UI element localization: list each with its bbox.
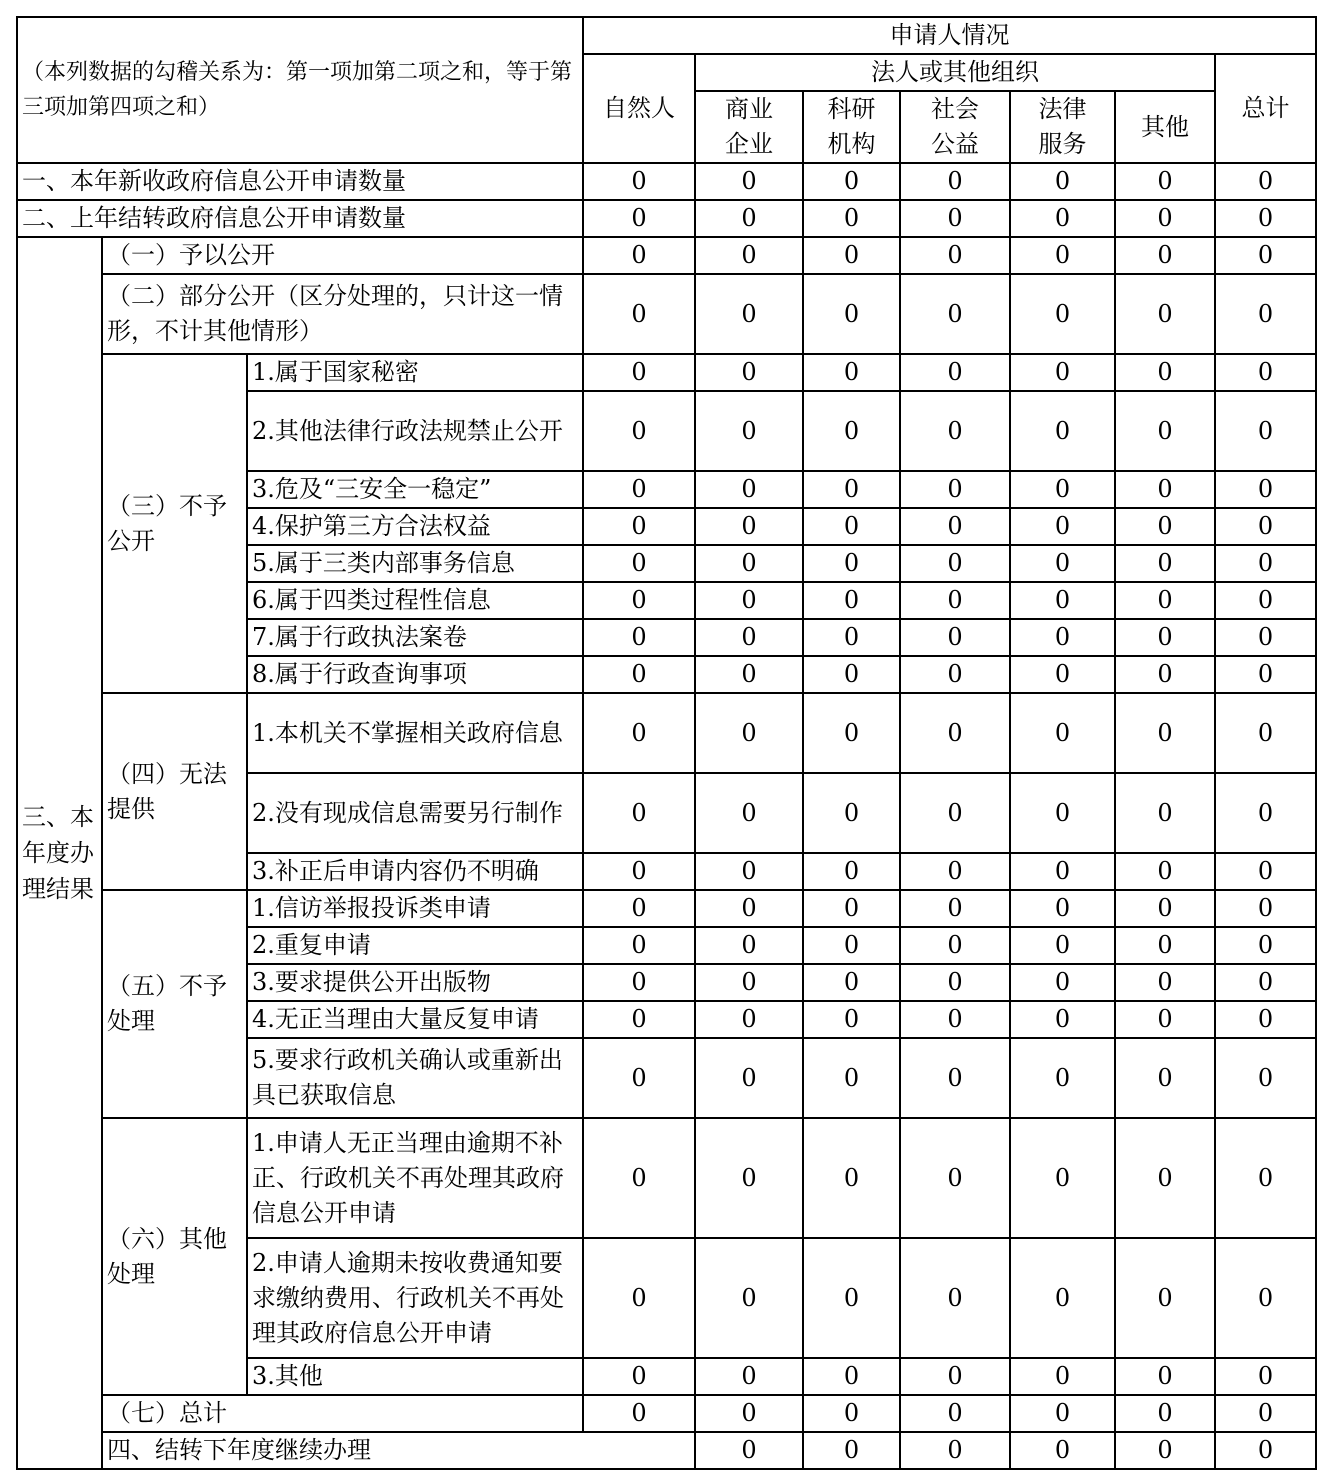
group-5-label: （五）不予处理 [102, 890, 247, 1118]
row-value: 0 [1215, 1118, 1316, 1238]
row-value: 0 [1115, 237, 1215, 274]
row-label: （二）部分公开（区分处理的，只计这一情形，不计其他情形） [102, 274, 583, 354]
row-value: 0 [695, 508, 803, 545]
row-value: 0 [900, 1432, 1010, 1469]
row-value: 0 [695, 1395, 803, 1432]
table-row [17, 200, 1316, 237]
row-value: 0 [1215, 1038, 1316, 1118]
row-value: 0 [900, 471, 1010, 508]
header-social: 社会 公益 [900, 91, 1010, 163]
row-value: 0 [695, 163, 803, 200]
row-value: 0 [803, 237, 900, 274]
row-value: 0 [695, 773, 803, 853]
row-value: 0 [803, 1358, 900, 1395]
row-value: 0 [1115, 656, 1215, 693]
row-value: 0 [1010, 890, 1115, 927]
row-value: 0 [1215, 773, 1316, 853]
group-4-label: （四）无法提供 [102, 693, 247, 890]
row-value: 0 [1010, 1432, 1115, 1469]
row-value: 0 [1115, 619, 1215, 656]
row-value: 0 [1010, 508, 1115, 545]
row-value: 0 [1215, 890, 1316, 927]
row-value: 0 [900, 853, 1010, 890]
row-value: 0 [695, 853, 803, 890]
row-value: 0 [803, 693, 900, 773]
row-value: 0 [695, 890, 803, 927]
row-label: 2.重复申请 [247, 927, 583, 964]
row-value: 0 [583, 1118, 695, 1238]
row-value: 0 [583, 1358, 695, 1395]
row-label: 2.没有现成信息需要另行制作 [247, 773, 583, 853]
row-label: 3.要求提供公开出版物 [247, 964, 583, 1001]
header-applicant: 申请人情况 [583, 17, 1316, 54]
row-value: 0 [583, 200, 695, 237]
row-value: 0 [1115, 1432, 1215, 1469]
table-row [17, 274, 1316, 354]
row-value: 0 [900, 927, 1010, 964]
row-value: 0 [1010, 1001, 1115, 1038]
row-value: 0 [1115, 1001, 1215, 1038]
row-label: 3.补正后申请内容仍不明确 [247, 853, 583, 890]
row-value: 0 [803, 1038, 900, 1118]
row-label: 6.属于四类过程性信息 [247, 582, 583, 619]
row-value: 0 [695, 274, 803, 354]
row-value: 0 [900, 773, 1010, 853]
group-6-label: （六）其他处理 [102, 1118, 247, 1395]
row-value: 0 [1115, 693, 1215, 773]
row-value: 0 [1215, 508, 1316, 545]
row-value: 0 [900, 163, 1010, 200]
row-label: 1.属于国家秘密 [247, 354, 583, 391]
row-value: 0 [1115, 545, 1215, 582]
row-value: 0 [583, 927, 695, 964]
header-law: 法律 服务 [1010, 91, 1115, 163]
row-value: 0 [1010, 354, 1115, 391]
row-value: 0 [1010, 773, 1115, 853]
row-value: 0 [803, 619, 900, 656]
row-value: 0 [583, 1001, 695, 1038]
row-value: 0 [1115, 582, 1215, 619]
row-value: 0 [1115, 274, 1215, 354]
row-label: 8.属于行政查询事项 [247, 656, 583, 693]
row-value: 0 [695, 545, 803, 582]
row-value: 0 [900, 693, 1010, 773]
table-row [17, 693, 1316, 773]
row-value: 0 [900, 545, 1010, 582]
row-value: 0 [1010, 693, 1115, 773]
row-value: 0 [583, 693, 695, 773]
row-value: 0 [695, 200, 803, 237]
row-value: 0 [583, 1238, 695, 1358]
table-row [17, 1395, 1316, 1432]
row-value: 0 [695, 656, 803, 693]
row-value: 0 [1115, 163, 1215, 200]
row-value: 0 [1215, 619, 1316, 656]
row-value: 0 [1215, 656, 1316, 693]
table-row [17, 163, 1316, 200]
row-value: 0 [1215, 471, 1316, 508]
row-value: 0 [803, 274, 900, 354]
row-value: 0 [803, 582, 900, 619]
row-value: 0 [695, 1432, 803, 1469]
row-value: 0 [803, 890, 900, 927]
table-row [17, 1432, 1316, 1469]
row-value: 0 [1010, 163, 1115, 200]
row-label: 5.要求行政机关确认或重新出具已获取信息 [247, 1038, 583, 1118]
row-value: 0 [803, 471, 900, 508]
row-value: 0 [803, 853, 900, 890]
row-label: （七）总计 [102, 1395, 583, 1432]
row-value: 0 [900, 200, 1010, 237]
row-value: 0 [900, 1038, 1010, 1118]
row-value: 0 [695, 964, 803, 1001]
row-value: 0 [1115, 1038, 1215, 1118]
row-value: 0 [803, 1118, 900, 1238]
row-value: 0 [583, 237, 695, 274]
row-label: 1.本机关不掌握相关政府信息 [247, 693, 583, 773]
row-value: 0 [1010, 237, 1115, 274]
row-value: 0 [583, 508, 695, 545]
row-label: 2.其他法律行政法规禁止公开 [247, 391, 583, 471]
row-value: 0 [1115, 890, 1215, 927]
row-value: 0 [1215, 274, 1316, 354]
row-value: 0 [1010, 582, 1115, 619]
row-value: 0 [583, 1395, 695, 1432]
row-value: 0 [900, 656, 1010, 693]
row-value: 0 [583, 964, 695, 1001]
row-value: 0 [900, 354, 1010, 391]
row-value: 0 [1010, 1038, 1115, 1118]
row-value: 0 [1010, 964, 1115, 1001]
row-value: 0 [803, 964, 900, 1001]
row-value: 0 [583, 471, 695, 508]
row-value: 0 [1115, 391, 1215, 471]
row-value: 0 [583, 656, 695, 693]
group-3-label: （三）不予公开 [102, 354, 247, 693]
row-label: 二、上年结转政府信息公开申请数量 [17, 200, 583, 237]
table-row [17, 354, 1316, 391]
row-value: 0 [1215, 964, 1316, 1001]
row-value: 0 [803, 1395, 900, 1432]
row-label: 4.保护第三方合法权益 [247, 508, 583, 545]
row-value: 0 [1115, 1118, 1215, 1238]
row-value: 0 [695, 1001, 803, 1038]
row-value: 0 [1010, 274, 1115, 354]
row-value: 0 [803, 163, 900, 200]
row-label: 四、结转下年度继续办理 [102, 1432, 695, 1469]
row-value: 0 [803, 927, 900, 964]
row-value: 0 [900, 391, 1010, 471]
row-value: 0 [803, 656, 900, 693]
row-value: 0 [1215, 391, 1316, 471]
row-label: （一）予以公开 [102, 237, 583, 274]
row-value: 0 [1215, 853, 1316, 890]
row-value: 0 [583, 274, 695, 354]
row-label: 一、本年新收政府信息公开申请数量 [17, 163, 583, 200]
row-value: 0 [900, 582, 1010, 619]
row-value: 0 [900, 1118, 1010, 1238]
row-value: 0 [900, 274, 1010, 354]
row-value: 0 [1215, 163, 1316, 200]
row-value: 0 [1010, 927, 1115, 964]
row-value: 0 [1115, 773, 1215, 853]
table-row [17, 237, 1316, 274]
row-value: 0 [695, 1038, 803, 1118]
row-value: 0 [583, 853, 695, 890]
row-label: 7.属于行政执法案卷 [247, 619, 583, 656]
row-value: 0 [583, 391, 695, 471]
row-value: 0 [583, 354, 695, 391]
row-value: 0 [1115, 508, 1215, 545]
row-value: 0 [695, 619, 803, 656]
row-value: 0 [583, 619, 695, 656]
row-value: 0 [583, 582, 695, 619]
row-label: 1.申请人无正当理由逾期不补正、行政机关不再处理其政府信息公开申请 [247, 1118, 583, 1238]
row-value: 0 [1115, 1358, 1215, 1395]
row-label: 3.危及“三安全一稳定” [247, 471, 583, 508]
row-value: 0 [695, 391, 803, 471]
row-value: 0 [900, 1358, 1010, 1395]
row-value: 0 [695, 1238, 803, 1358]
row-value: 0 [900, 1001, 1010, 1038]
row-value: 0 [583, 890, 695, 927]
row-value: 0 [1115, 471, 1215, 508]
header-legal-person: 法人或其他组织 [695, 54, 1215, 91]
row-value: 0 [695, 1118, 803, 1238]
row-value: 0 [900, 1395, 1010, 1432]
row-value: 0 [900, 890, 1010, 927]
row-value: 0 [803, 545, 900, 582]
row-value: 0 [695, 1358, 803, 1395]
row-value: 0 [803, 354, 900, 391]
row-value: 0 [900, 1238, 1010, 1358]
row-value: 0 [1010, 853, 1115, 890]
section-3-label: 三、本年度办理结果 [17, 237, 102, 1469]
row-label: 1.信访举报投诉类申请 [247, 890, 583, 927]
row-value: 0 [695, 693, 803, 773]
row-label: 3.其他 [247, 1358, 583, 1395]
row-value: 0 [583, 773, 695, 853]
row-value: 0 [1010, 1358, 1115, 1395]
header-note: （本列数据的勾稽关系为：第一项加第二项之和，等于第三项加第四项之和） [17, 17, 583, 163]
row-label: 5.属于三类内部事务信息 [247, 545, 583, 582]
row-value: 0 [900, 237, 1010, 274]
row-value: 0 [1115, 853, 1215, 890]
table-row [17, 890, 1316, 927]
row-value: 0 [1010, 1118, 1115, 1238]
row-value: 0 [1215, 237, 1316, 274]
row-value: 0 [1215, 1358, 1316, 1395]
header-other: 其他 [1115, 91, 1215, 163]
row-value: 0 [803, 200, 900, 237]
row-label: 2.申请人逾期未按收费通知要求缴纳费用、行政机关不再处理其政府信息公开申请 [247, 1238, 583, 1358]
header-research: 科研 机构 [803, 91, 900, 163]
row-value: 0 [803, 773, 900, 853]
row-value: 0 [695, 471, 803, 508]
row-value: 0 [1215, 1395, 1316, 1432]
header-natural-person: 自然人 [583, 54, 695, 163]
row-value: 0 [803, 391, 900, 471]
row-value: 0 [1215, 693, 1316, 773]
row-value: 0 [1115, 1238, 1215, 1358]
row-value: 0 [1115, 1395, 1215, 1432]
row-value: 0 [1010, 1238, 1115, 1358]
row-value: 0 [900, 508, 1010, 545]
row-value: 0 [1215, 1432, 1316, 1469]
row-label: 4.无正当理由大量反复申请 [247, 1001, 583, 1038]
header-total: 总计 [1215, 54, 1316, 163]
row-value: 0 [1010, 619, 1115, 656]
row-value: 0 [695, 237, 803, 274]
row-value: 0 [1115, 200, 1215, 237]
row-value: 0 [695, 354, 803, 391]
row-value: 0 [900, 619, 1010, 656]
row-value: 0 [1215, 927, 1316, 964]
row-value: 0 [1115, 354, 1215, 391]
row-value: 0 [583, 163, 695, 200]
row-value: 0 [1115, 964, 1215, 1001]
row-value: 0 [1010, 656, 1115, 693]
row-value: 0 [1215, 582, 1316, 619]
row-value: 0 [803, 1432, 900, 1469]
row-value: 0 [583, 1038, 695, 1118]
row-value: 0 [695, 582, 803, 619]
row-value: 0 [1215, 1238, 1316, 1358]
row-value: 0 [1010, 471, 1115, 508]
row-value: 0 [1010, 1395, 1115, 1432]
table-row [17, 1118, 1316, 1238]
row-value: 0 [1115, 927, 1215, 964]
row-value: 0 [1010, 200, 1115, 237]
government-info-disclosure-table [16, 16, 1317, 1470]
row-value: 0 [1215, 354, 1316, 391]
row-value: 0 [695, 927, 803, 964]
row-value: 0 [1215, 1001, 1316, 1038]
row-value: 0 [1215, 200, 1316, 237]
row-value: 0 [803, 1238, 900, 1358]
row-value: 0 [803, 1001, 900, 1038]
row-value: 0 [1215, 545, 1316, 582]
row-value: 0 [583, 545, 695, 582]
row-value: 0 [1010, 545, 1115, 582]
row-value: 0 [803, 508, 900, 545]
row-value: 0 [900, 964, 1010, 1001]
row-value: 0 [1010, 391, 1115, 471]
header-commercial: 商业 企业 [695, 91, 803, 163]
